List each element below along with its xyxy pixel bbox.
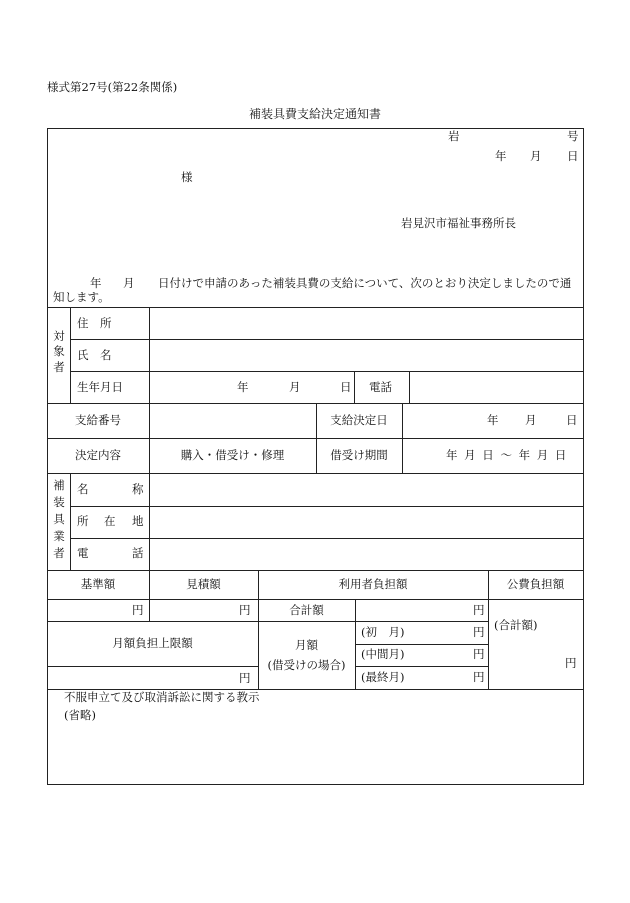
monthly-cap-yen: 円 [239,671,251,685]
birth-day: 日 [340,380,352,394]
decision-date-day: 日 [566,413,578,427]
notice-month: 月 [123,276,135,290]
total-yen: 円 [473,603,485,617]
birth-year: 年 [237,380,249,394]
doc-number-suffix: 号 [567,129,579,143]
public-total-label: (合計額) [494,618,538,632]
estimate-yen: 円 [239,603,251,617]
subject-address-label: 住 所 [77,316,112,330]
issue-date-month: 月 [530,149,542,163]
base-amount-yen: 円 [132,603,144,617]
addressee-suffix: 様 [181,170,193,184]
subject-birthdate-label: 生年月日 [77,380,123,394]
middle-month-label: (中間月) [361,647,405,661]
appeal-body: (省略) [64,708,96,722]
decision-date-year: 年 [487,413,499,427]
document-title: 補装具費支給決定通知書 [248,107,381,121]
sender-name: 岩見沢市福祉事務所長 [401,216,516,230]
notice-year: 年 [90,276,102,290]
decision-date-label: 支給決定日 [330,413,388,427]
monthly-cap-label: 月額負担上限額 [112,636,193,650]
issue-date-day: 日 [567,149,579,163]
last-month-label: (最終月) [361,670,405,684]
rental-period-value: 年 月 日 〜 年 月 日 [446,448,567,462]
rental-case-label: (借受けの場合) [267,658,346,672]
notice-text-line2: 知します。 [53,290,110,304]
middle-month-yen: 円 [473,647,485,661]
appeal-title: 不服申立て及び取消訴訟に関する教示 [64,690,260,704]
estimate-label: 見積額 [186,577,221,591]
last-month-yen: 円 [473,670,485,684]
rental-period-label: 借受け期間 [330,448,388,462]
public-total-yen: 円 [565,656,577,670]
base-amount-label: 基準額 [80,577,116,591]
first-month-label: (初 月) [361,625,405,639]
payment-number-label: 支給番号 [75,413,121,427]
doc-number-prefix: 岩 [448,129,460,143]
first-month-yen: 円 [473,625,485,639]
issue-date-year: 年 [495,149,507,163]
public-burden-label: 公費負担額 [506,577,565,591]
decision-content-value: 購入・借受け・修理 [180,448,285,462]
decision-content-label: 決定内容 [75,448,121,462]
subject-name-label: 氏 名 [77,348,112,362]
birth-month: 月 [289,380,301,394]
decision-date-month: 月 [525,413,537,427]
monthly-label: 月額 [295,638,318,652]
total-label: 合計額 [289,603,324,617]
notice-text-line1: 日付けで申請のあった補装具費の支給について、次のとおり決定しましたので通 [158,276,572,290]
form-number: 様式第27号(第22条関係) [47,80,178,94]
user-burden-label: 利用者負担額 [338,577,408,591]
subject-phone-label: 電話 [369,380,392,394]
